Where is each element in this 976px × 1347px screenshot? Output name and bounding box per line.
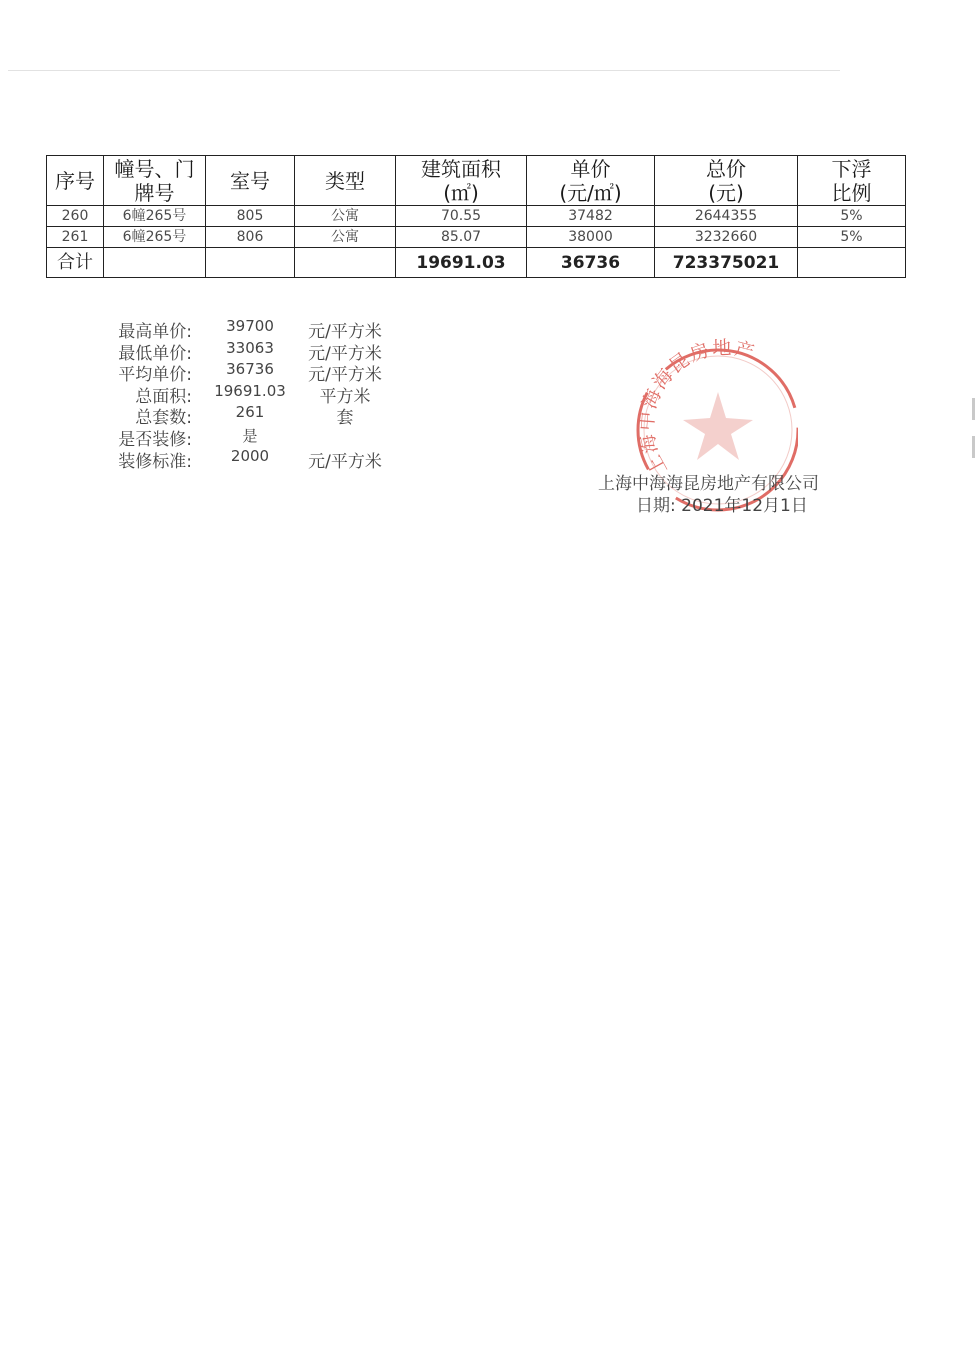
empty-cell (206, 248, 295, 278)
cell-discount: 5% (798, 227, 906, 248)
summary-label: 是否装修: (118, 429, 192, 450)
svg-text:上海中海海昆房地产 (636, 337, 759, 479)
cell-room: 806 (206, 227, 295, 248)
cell-building: 6幢265号 (104, 206, 206, 227)
summary-label: 最高单价: (118, 322, 192, 342)
cell-area: 70.55 (396, 206, 527, 227)
empty-cell (104, 248, 206, 278)
cell-type: 公寓 (295, 206, 396, 227)
price-table (46, 155, 906, 278)
seal-text: 上海中海海昆房地产 (635, 337, 759, 479)
col-header: 单价 (元/㎡) (527, 156, 655, 206)
cell-unit-price: 37482 (527, 206, 655, 227)
col-header: 幢号、门 牌号 (104, 156, 206, 206)
col-header: 类型 (295, 156, 396, 206)
cell-seq: 260 (47, 206, 104, 227)
total-area: 19691.03 (396, 248, 527, 278)
summary-label: 装修标准: (118, 451, 192, 472)
cell-room: 805 (206, 206, 295, 227)
top-divider (8, 70, 840, 71)
cell-unit-price: 38000 (527, 227, 655, 248)
table-total-row (47, 248, 906, 278)
total-label: 合计 (47, 248, 104, 278)
col-header: 序号 (47, 156, 104, 206)
cell-total-price: 3232660 (655, 227, 798, 248)
summary-unit: 套 (336, 408, 354, 429)
edge-mark (972, 398, 975, 420)
document-date: 日期: 2021年12月1日 (636, 496, 808, 516)
summary-value: 39700 (226, 317, 274, 335)
col-header: 下浮 比例 (798, 156, 906, 206)
summary-value: 19691.03 (214, 381, 286, 400)
col-header: 总价 (元) (655, 156, 798, 206)
cell-total-price: 2644355 (655, 206, 798, 227)
edge-mark (972, 436, 975, 458)
summary-unit: 平方米 (319, 386, 371, 407)
summary-unit: 元/平方米 (308, 343, 382, 364)
summary-label: 平均单价: (118, 365, 192, 386)
empty-cell (798, 248, 906, 278)
summary-value: 是 (242, 426, 258, 445)
table-header-row (47, 156, 906, 206)
cell-type: 公寓 (295, 227, 396, 248)
table-row (47, 227, 906, 248)
total-price: 723375021 (655, 248, 798, 278)
cell-area: 85.07 (396, 227, 527, 248)
summary-value: 2000 (230, 446, 270, 465)
col-header: 室号 (206, 156, 295, 206)
total-unit-price: 36736 (527, 248, 655, 278)
summary-label: 总面积: (135, 386, 192, 407)
summary-value: 33063 (226, 338, 274, 357)
col-header: 建筑面积 (㎡) (396, 156, 527, 206)
summary-label: 最低单价: (118, 343, 192, 364)
summary-unit: 元/平方米 (308, 451, 382, 472)
summary-unit: 元/平方米 (308, 322, 382, 342)
table-row (47, 206, 906, 227)
summary-unit: 元/平方米 (308, 365, 382, 386)
cell-discount: 5% (798, 206, 906, 227)
empty-cell (295, 248, 396, 278)
summary-value: 261 (235, 403, 265, 422)
company-name: 上海中海海昆房地产有限公司 (598, 474, 819, 494)
cell-building: 6幢265号 (104, 227, 206, 248)
summary-value: 36736 (226, 360, 274, 379)
cell-seq: 261 (47, 227, 104, 248)
summary-label: 总套数: (135, 408, 192, 429)
